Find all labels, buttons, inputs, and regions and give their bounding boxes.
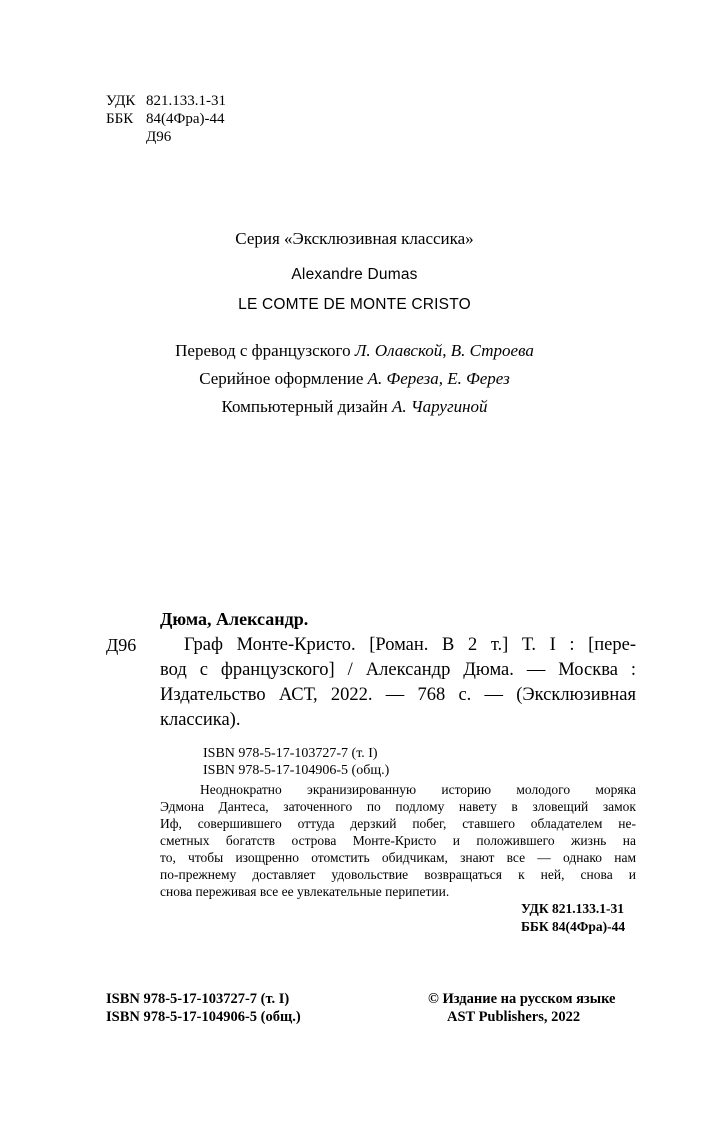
designers: А. Фереза, Е. Ферез [367,369,510,388]
udk-value: 821.133.1-31 [146,93,226,109]
translation-prefix: Перевод с французского [175,341,355,360]
record-line: классика). [160,710,241,730]
annotation-line: Иф, совершившего оттуда дерзкий побег, ставшего обладателем не- [160,816,636,831]
record-isbn-volume: ISBN 978-5-17-103727-7 (т. I) [203,746,378,761]
bbk-label: ББК [106,111,134,127]
translation-credit [0,341,709,361]
annotation [160,781,636,900]
series-title: Серия «Эксклюзивная классика» [235,229,474,248]
record-line: Граф Монте-Кристо. [Роман. В 2 т.] Т. I : [пере- [184,635,636,655]
udk-label: УДК [106,93,136,109]
record-line: вод с французского] / Александр Дюма. — Москва : [160,660,636,680]
translator-olavskaya: Л. Олавской [354,341,443,360]
annotation-line: то, чтобы изощренно отомстить обидчикам, знают все — однако нам [160,850,636,865]
annotation-line: Неоднократно экранизированную историю молодого моряка [200,782,636,797]
record-author-heading: Дюма, Александр. [160,609,309,629]
original-title: LE COMTE DE MONTE CRISTO [238,296,471,313]
record-code: Д96 [106,635,137,655]
annotation-line: сметных богатств острова Монте-Кристо и положившего жизнь на [160,833,636,848]
bbk-value: 84(4Фра)-44 [146,111,225,127]
translator-stroev: В. Строева [450,341,534,360]
footer-isbn-volume: ISBN 978-5-17-103727-7 (т. I) [106,991,290,1007]
copyright-line: © Издание на русском языке [428,991,616,1007]
bottom-udk: УДК 821.133.1-31 [521,901,624,916]
computer-design-prefix: Компьютерный дизайн [221,397,393,416]
translator-separator: , [442,341,451,360]
bottom-bbk: ББК 84(4Фра)-44 [521,919,626,934]
annotation-line: снова переживая все ее увлекательные перипетии. [160,884,450,899]
record-line: Издательство АСТ, 2022. — 768 с. — (Эксклюзивная [160,685,636,705]
annotation-line: Эдмона Дантеса, заточенного по подлому навету в зловещий замок [160,799,636,814]
annotation-line: по-прежнему доставляет удовольствие возвращаться к ней, снова и [160,867,636,882]
publisher-line: AST Publishers, 2022 [447,1009,581,1025]
record-isbn-set: ISBN 978-5-17-104906-5 (общ.) [203,763,390,778]
original-author: Alexandre Dumas [291,266,418,283]
author-code: Д96 [146,129,172,145]
series-design-credit [0,369,709,389]
footer-isbn-set: ISBN 978-5-17-104906-5 (общ.) [106,1009,301,1025]
design-prefix: Серийное оформление [199,369,368,388]
record-description [160,633,636,733]
computer-design-credit [0,397,709,417]
computer-designer: А. Чаругиной [392,397,488,416]
